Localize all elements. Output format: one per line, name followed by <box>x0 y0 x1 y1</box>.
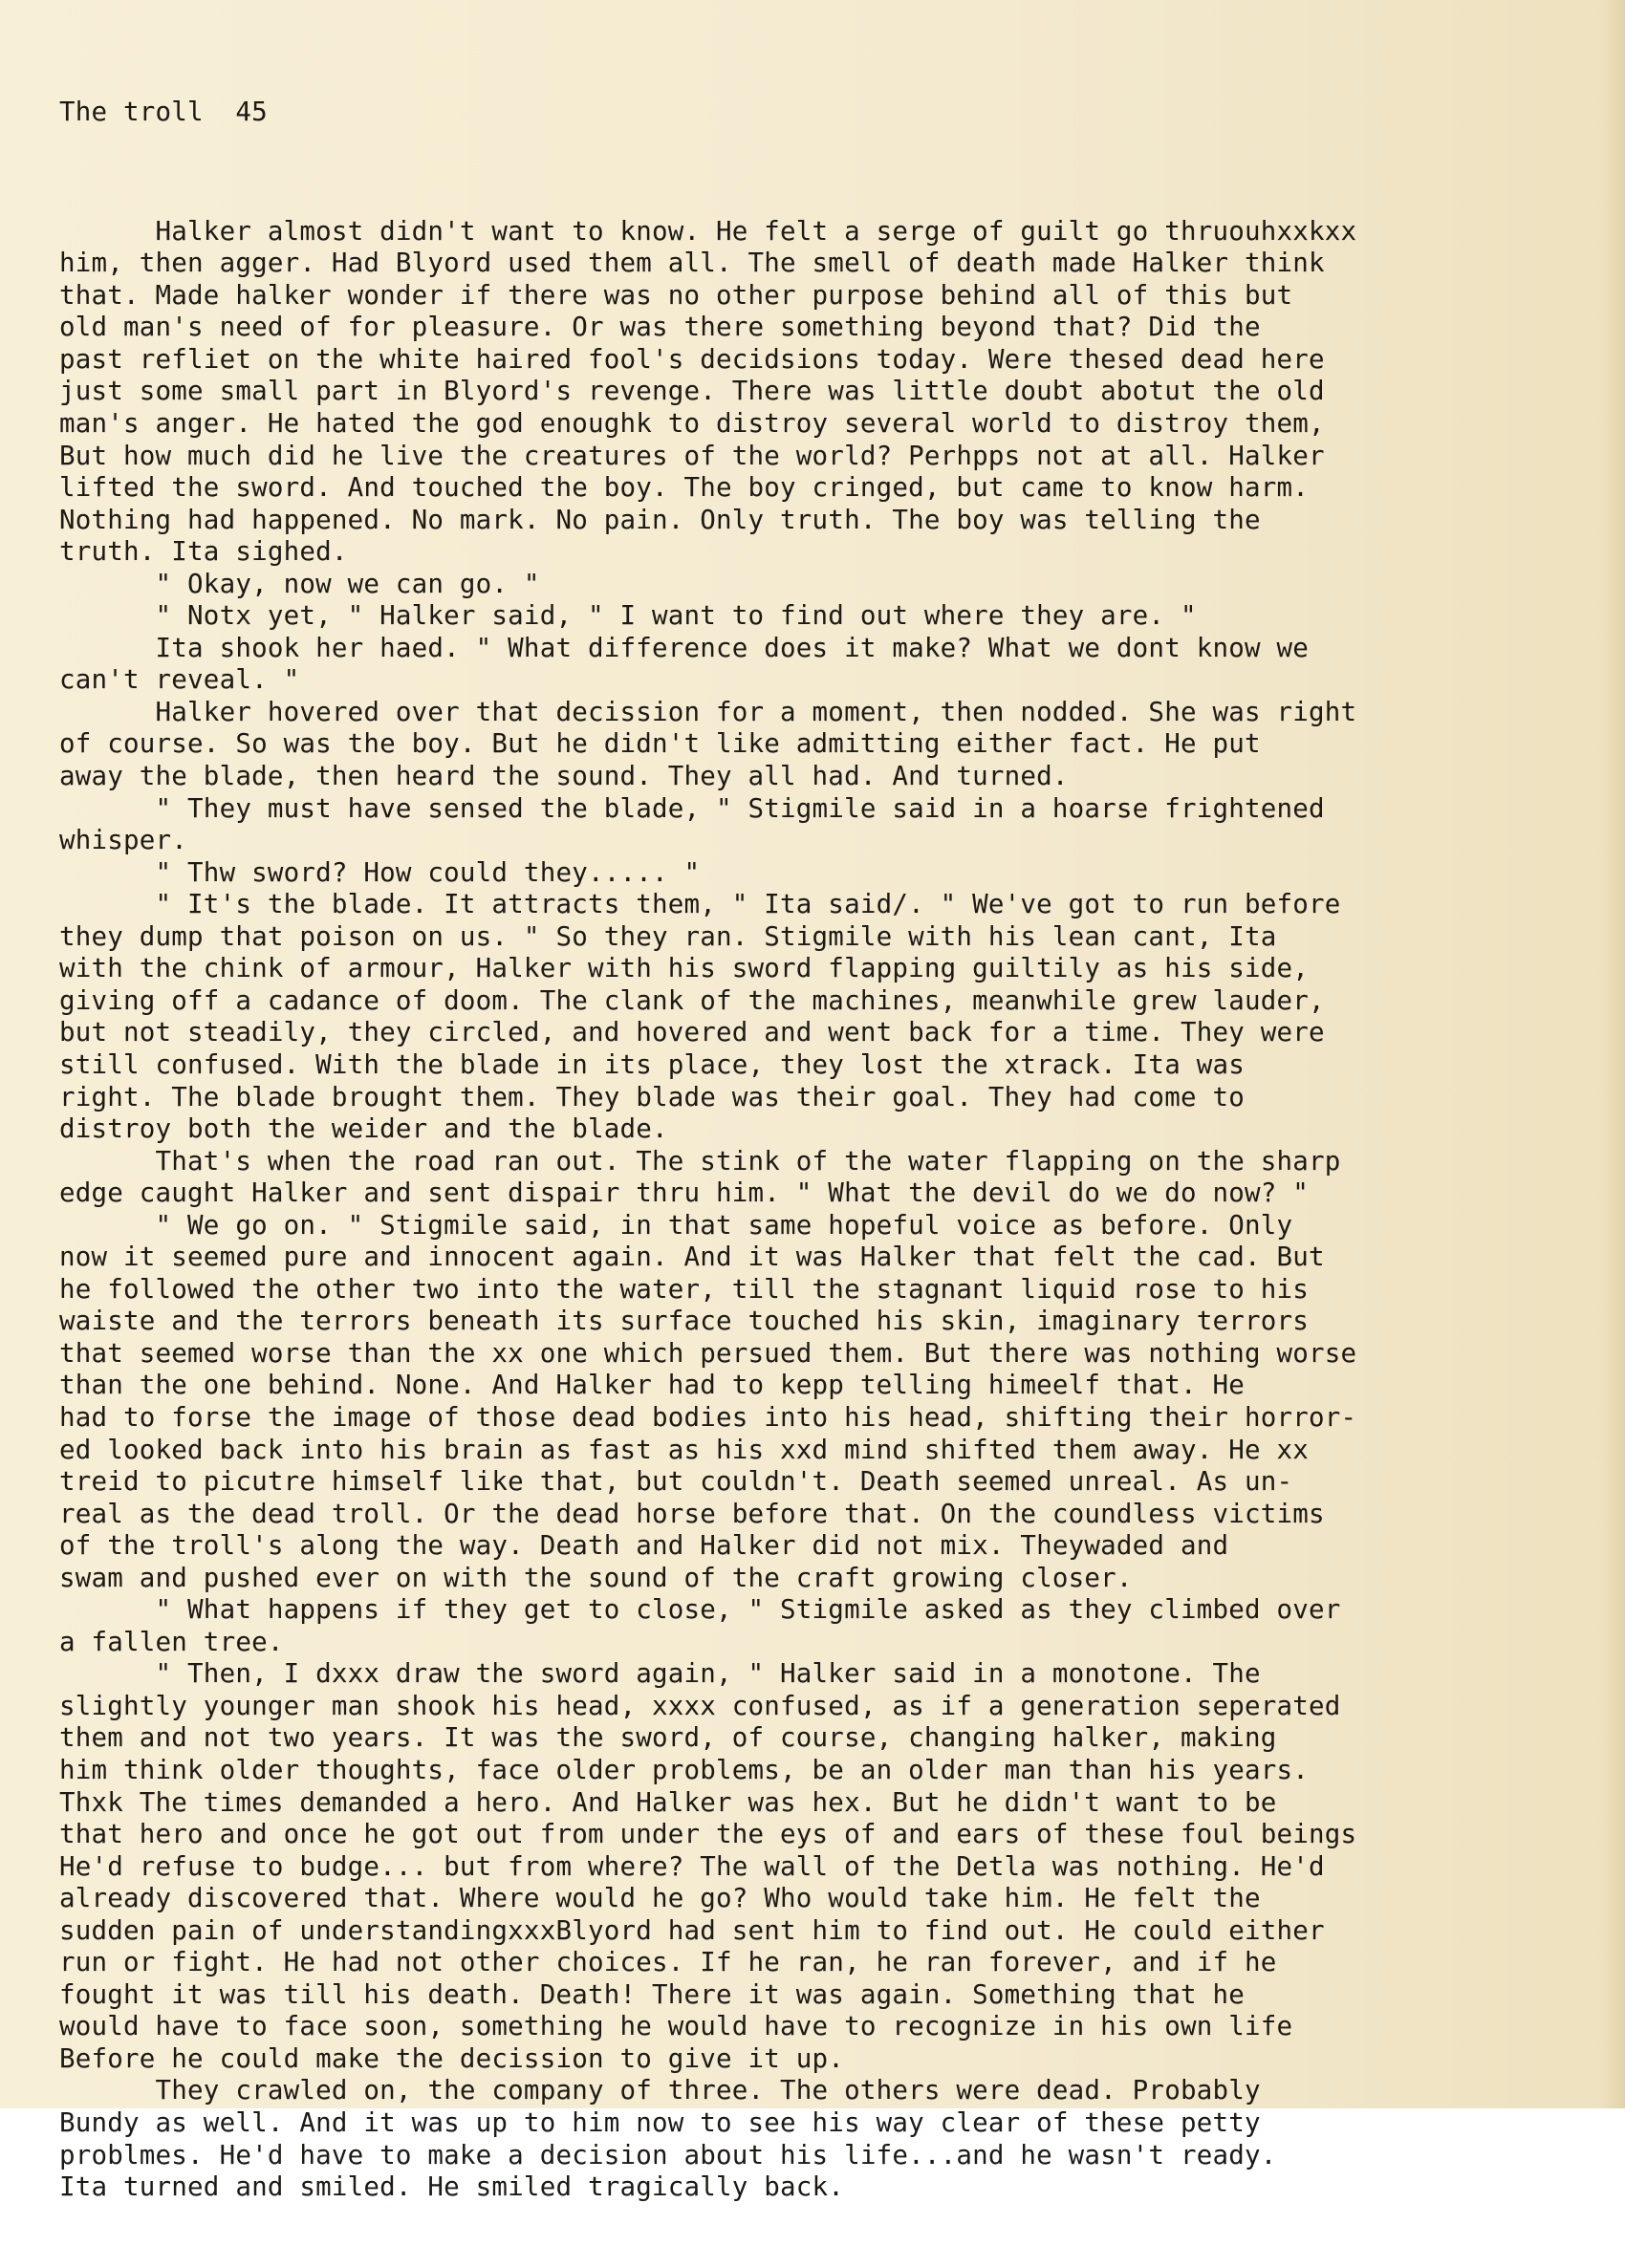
text-line: can't reveal. " <box>59 664 300 696</box>
text-line: " Thw sword? How could they..... " <box>59 856 701 888</box>
text-line: Bundy as well. And it was up to him now to see his way clear of these petty <box>59 2107 1261 2138</box>
text-line: He'd refuse to budge... but from where? The wall of the Detla was nothing. He'd <box>59 1850 1325 1882</box>
text-line: ed looked back into his brain as fast as his xxd mind shifted them away. He xx <box>59 1434 1309 1465</box>
text-line: problmes. He'd have to make a decision about his life...and he wasn't ready. <box>59 2139 1277 2171</box>
text-line: Halker almost didn't want to know. He felt a serge of guilt go thruouhxxkxx <box>59 215 1357 247</box>
text-line: just some small part in Blyord's revenge. There was little doubt abotut the old <box>59 376 1325 407</box>
text-line: That's when the road ran out. The stink of the water flapping on the sharp <box>59 1145 1341 1177</box>
text-line: " Then, I dxxx draw the sword again, " Halker said in a monotone. The <box>59 1658 1261 1690</box>
text-line: slightly younger man shook his head, xxxx confused, as if a generation seperated <box>59 1690 1341 1721</box>
text-line: Ita turned and smiled. He smiled tragically back. <box>59 2171 845 2203</box>
text-line: that seemed worse than the xx one which persued them. But there was nothing worse <box>59 1337 1357 1369</box>
text-line: waiste and the terrors beneath its surface touched his skin, imaginary terrors <box>59 1306 1309 1337</box>
text-line: that. Made halker wonder if there was no other purpose behind all of this but <box>59 279 1293 311</box>
text-line: that hero and once he got out from under the eys of and ears of these foul beings <box>59 1819 1357 1850</box>
text-line: lifted the sword. And touched the boy. The boy cringed, but came to know harm. <box>59 472 1309 504</box>
text-line: past refliet on the white haired fool's decidsions today. Were thesed dead here <box>59 343 1325 375</box>
text-line: they dump that poison on us. " So they ran. Stigmile with his lean cant, Ita <box>59 920 1277 952</box>
text-line: distroy both the weider and the blade. <box>59 1113 668 1145</box>
text-line: edge caught Halker and sent dispair thru him. " What the devil do we do now? " <box>59 1177 1309 1209</box>
text-line: of course. So was the boy. But he didn't like admitting either fact. He put <box>59 728 1261 760</box>
text-line: " They must have sensed the blade, " Stigmile said in a hoarse frightened <box>59 792 1325 824</box>
text-line: They crawled on, the company of three. The others were dead. Probably <box>59 2075 1261 2106</box>
text-line: run or fight. He had not other choices. If he ran, he ran forever, and if he <box>59 1947 1277 1978</box>
text-line: " Notx yet, " Halker said, " I want to find out where they are. " <box>59 600 1197 632</box>
text-line: swam and pushed ever on with the sound of the craft growing closer. <box>59 1562 1133 1593</box>
text-line: But how much did he live the creatures of the world? Perhpps not at all. Halker <box>59 440 1325 471</box>
text-line: sudden pain of understandingxxxBlyord had sent him to find out. He could either <box>59 1914 1325 1946</box>
text-line: Nothing had happened. No mark. No pain. Only truth. The boy was telling the <box>59 504 1261 535</box>
page-number: 45 <box>235 97 268 128</box>
text-line: " It's the blade. It attracts them, " Ita said/. " We've got to run before <box>59 889 1341 920</box>
text-line: now it seemed pure and innocent again. And it was Halker that felt the cad. But <box>59 1242 1325 1273</box>
text-line: a fallen tree. <box>59 1626 284 1657</box>
text-line: giving off a cadance of doom. The clank of the machines, meanwhile grew lauder, <box>59 984 1325 1016</box>
text-line: had to forse the image of those dead bodies into his head, shifting their horror- <box>59 1401 1357 1433</box>
text-line: " We go on. " Stigmile said, in that same hopeful voice as before. Only <box>59 1209 1293 1241</box>
text-line: of the troll's along the way. Death and Halker did not mix. Theywaded and <box>59 1530 1229 1562</box>
text-line: truth. Ita sighed. <box>59 536 348 568</box>
text-line: him think older thoughts, face older problems, be an older man than his years. <box>59 1754 1309 1785</box>
header-title: The troll <box>59 97 204 128</box>
text-line: " Okay, now we can go. " <box>59 568 540 599</box>
text-line: away the blade, then heard the sound. They all had. And turned. <box>59 761 1069 792</box>
text-line: would have to face soon, something he would have to recognize in his own life <box>59 2011 1293 2042</box>
body-text <box>59 216 1617 2204</box>
text-line: with the chink of armour, Halker with his sword flapping guiltily as his side, <box>59 953 1309 984</box>
text-line: right. The blade brought them. They blade was their goal. They had come to <box>59 1081 1245 1112</box>
text-line: Ita shook her haed. " What difference does it make? What we dont know we <box>59 632 1309 663</box>
text-line: him, then agger. Had Blyord used them all. The smell of death made Halker think <box>59 248 1325 279</box>
text-line: them and not two years. It was the sword, of course, changing halker, making <box>59 1722 1277 1754</box>
text-line: Thxk The times demanded a hero. And Halker was hex. But he didn't want to be <box>59 1786 1277 1818</box>
text-line: whisper. <box>59 825 188 856</box>
text-line: man's anger. He hated the god enoughk to distroy several world to distroy them, <box>59 408 1325 440</box>
text-line: Halker hovered over that decission for a moment, then nodded. She was right <box>59 696 1357 727</box>
text-line: he followed the other two into the water, till the stagnant liquid rose to his <box>59 1273 1309 1305</box>
text-line: treid to picutre himself like that, but couldn't. Death seemed unreal. As un- <box>59 1466 1293 1498</box>
text-line: old man's need of for pleasure. Or was there something beyond that? Did the <box>59 312 1261 343</box>
text-line: Before he could make the decission to give it up. <box>59 2042 845 2074</box>
text-line: fought it was till his death. Death! There it was again. Something that he <box>59 1978 1245 2010</box>
text-line: but not steadily, they circled, and hovered and went back for a time. They were <box>59 1017 1325 1048</box>
page-text <box>59 32 1617 2268</box>
text-line: still confused. With the blade in its place, they lost the xtrack. Ita was <box>59 1048 1245 1080</box>
text-line: than the one behind. None. And Halker had to kepp telling himeelf that. He <box>59 1370 1245 1401</box>
running-header <box>59 97 1617 129</box>
text-line: real as the dead troll. Or the dead horse before that. On the coundless victims <box>59 1498 1325 1529</box>
text-line: already discovered that. Where would he go? Who would take him. He felt the <box>59 1883 1261 1914</box>
text-line: " What happens if they get to close, " Stigmile asked as they climbed over <box>59 1594 1341 1626</box>
